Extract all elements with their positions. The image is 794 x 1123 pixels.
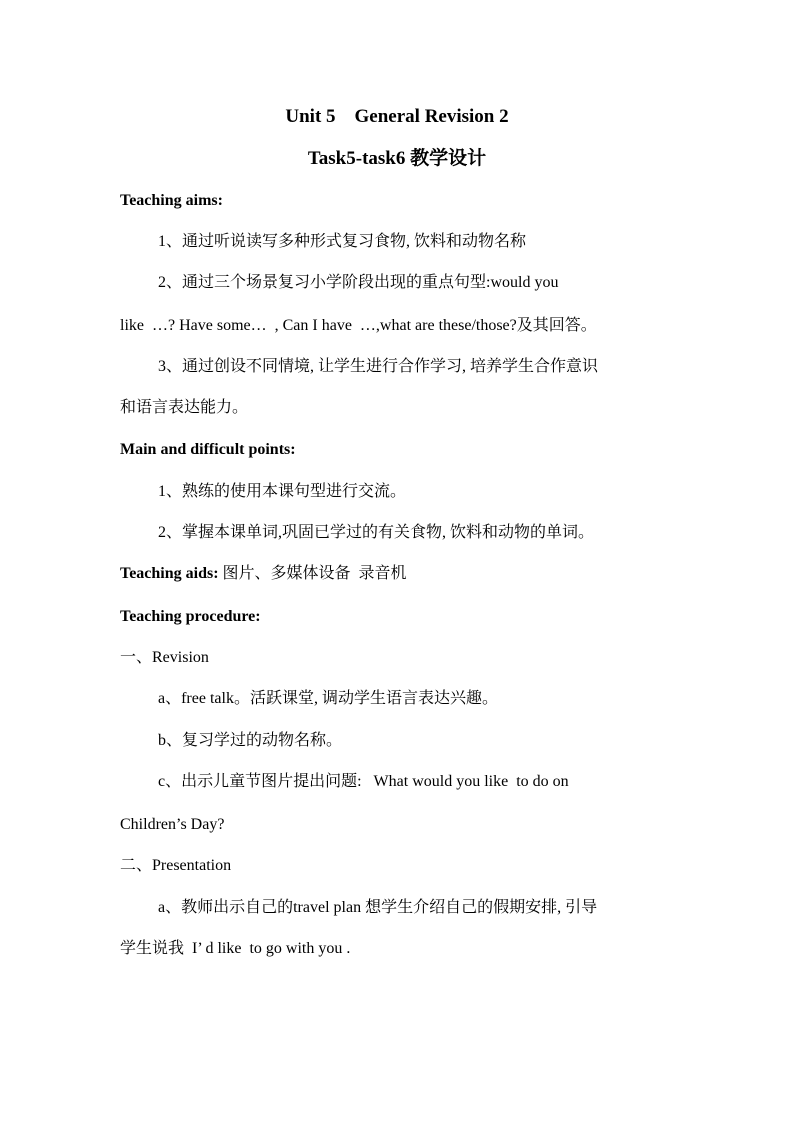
procedure-heading: Teaching procedure:: [120, 608, 261, 625]
teaching-aims-heading: Teaching aims:: [120, 192, 223, 209]
revision-item-c-line2: Children’s Day?: [120, 816, 225, 833]
main-point-2: 2、掌握本课单词,巩固已学过的有关食物, 饮料和动物的单词。: [158, 524, 595, 541]
aim-item-2-line2: like …? Have some… , Can I have …,what are these/those?及其回答。: [120, 317, 597, 334]
teaching-aids-label: Teaching aids:: [120, 565, 223, 582]
document-subtitle: Task5-task6 教学设计: [307, 148, 487, 169]
aim-item-2-line1: 2、通过三个场景复习小学阶段出现的重点句型:would you: [158, 274, 559, 291]
presentation-item-a-line2: 学生说我 I’ d like to go with you .: [120, 940, 351, 957]
teaching-aids-value: 图片、多媒体设备 录音机: [222, 565, 407, 582]
revision-item-b: b、复习学过的动物名称。: [158, 732, 343, 749]
presentation-item-a-line1: a、教师出示自己的travel plan 想学生介绍自己的假期安排, 引导: [158, 899, 598, 916]
section-revision: 一、Revision: [120, 649, 209, 666]
section-presentation: 二、Presentation: [120, 857, 232, 874]
aim-item-3-line2: 和语言表达能力。: [120, 399, 249, 416]
teaching-aids: [120, 563, 407, 585]
main-points-heading: Main and difficult points:: [120, 441, 296, 458]
document-title: Unit 5 General Revision 2: [285, 106, 509, 127]
revision-item-a: a、free talk。活跃课堂, 调动学生语言表达兴趣。: [158, 690, 498, 707]
aim-item-1: 1、通过听说读写多种形式复习食物, 饮料和动物名称: [158, 233, 527, 250]
revision-item-c-line1: c、出示儿童节图片提出问题: What would you like to do on: [158, 773, 569, 790]
aim-item-3-line1: 3、通过创设不同情境, 让学生进行合作学习, 培养学生合作意识: [158, 358, 599, 375]
main-point-1: 1、熟练的使用本课句型进行交流。: [158, 483, 407, 500]
